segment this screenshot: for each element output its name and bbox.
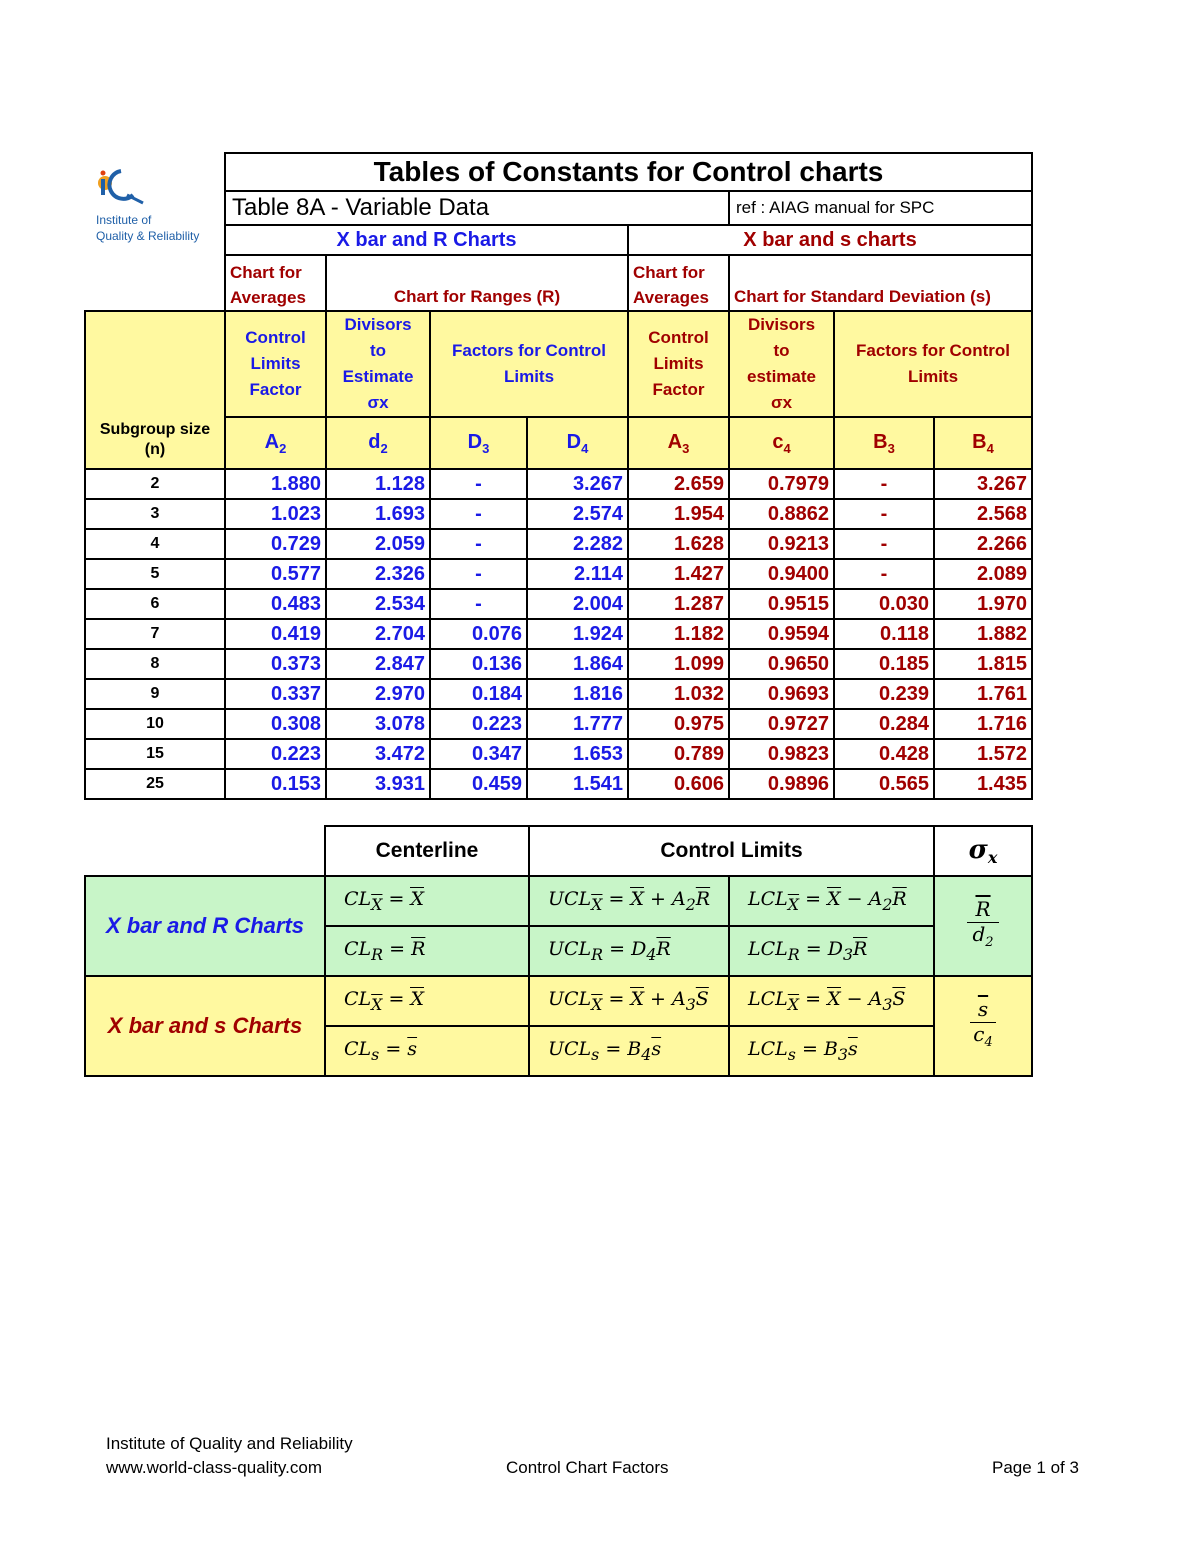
constants-table [84, 152, 1033, 800]
constant-cell: 0.9213 [729, 529, 834, 559]
subgroup-label-2: (n) [144, 441, 166, 458]
constant-cell: 1.182 [628, 619, 729, 649]
constant-cell: 1.693 [326, 499, 430, 529]
constant-cell: 0.118 [834, 619, 934, 649]
constant-cell: 2.574 [527, 499, 628, 529]
subgroup-size-cell: 10 [85, 709, 225, 739]
constant-cell: - [430, 469, 527, 499]
constant-cell: 0.136 [430, 649, 527, 679]
subgroup-size-cell: 5 [85, 559, 225, 589]
xs-ucl-s: $UCL_s = B_4\overline{s}$ [529, 1026, 729, 1076]
constant-cell: 0.223 [430, 709, 527, 739]
constant-cell: 1.864 [527, 649, 628, 679]
factors-left: Factors for Control Limits [430, 311, 628, 417]
xr-sigma-num: $\overline{R}$ [967, 898, 998, 923]
constant-cell: 0.9693 [729, 679, 834, 709]
symbol-d3: $D_3$ [430, 417, 527, 469]
constant-cell: 0.8862 [729, 499, 834, 529]
xbar-r-row-label: X bar and R Charts [85, 876, 325, 976]
constant-cell: 1.970 [934, 589, 1032, 619]
constant-cell: - [834, 559, 934, 589]
symbol-b3: $B_3$ [834, 417, 934, 469]
constant-cell: 1.128 [326, 469, 430, 499]
constant-cell: 0.577 [225, 559, 326, 589]
logo-cell [85, 153, 225, 311]
table-subtitle: Table 8A - Variable Data [225, 191, 729, 225]
xr-sigma-den: d [972, 922, 986, 946]
subgroup-size-cell: 15 [85, 739, 225, 769]
xs-sigma-formula: $\overline{s}$ $c_4$ [934, 976, 1032, 1076]
constant-cell: 2.004 [527, 589, 628, 619]
table-row [85, 529, 1032, 559]
constant-cell: - [430, 559, 527, 589]
subgroup-size-cell: 9 [85, 679, 225, 709]
constant-cell: 3.472 [326, 739, 430, 769]
subgroup-label-1: Subgroup size [99, 421, 211, 438]
constant-cell: - [430, 499, 527, 529]
constant-cell: 0.9594 [729, 619, 834, 649]
group-xbar-s: X bar and s charts [628, 225, 1032, 255]
constant-cell: 1.777 [527, 709, 628, 739]
constant-cell: - [430, 529, 527, 559]
footer-doc-name: Control Chart Factors [506, 1458, 669, 1477]
logo-line-1: Institute of [96, 213, 152, 227]
subgroup-size-cell: 3 [85, 499, 225, 529]
constant-cell: - [430, 589, 527, 619]
chart-averages-left-line-1: Chart for [230, 263, 302, 282]
constant-cell: 1.023 [225, 499, 326, 529]
constant-cell: 2.282 [527, 529, 628, 559]
xr-ucl-x: $UCL_{\overline{X}} = \overline{X} + A_2\overline{R}$ [529, 876, 729, 926]
constant-cell: 0.153 [225, 769, 326, 799]
factors-right: Factors for Control Limits [834, 311, 1032, 417]
table-row [85, 589, 1032, 619]
constant-cell: 2.059 [326, 529, 430, 559]
chart-averages-right-line-1: Chart for [633, 263, 705, 282]
table-row [85, 619, 1032, 649]
symbol-a2: $A_2$ [225, 417, 326, 469]
constant-cell: 1.572 [934, 739, 1032, 769]
chart-std-dev: Chart for Standard Deviation (s) [729, 255, 1032, 311]
constant-cell: 0.606 [628, 769, 729, 799]
constant-cell: 0.729 [225, 529, 326, 559]
subgroup-size-cell: 2 [85, 469, 225, 499]
constant-cell: 0.184 [430, 679, 527, 709]
table-row [85, 649, 1032, 679]
constant-cell: 2.089 [934, 559, 1032, 589]
xr-centerline-x: $CL_{\overline{X}} = \overline{X}$ [325, 876, 529, 926]
table-row [85, 499, 1032, 529]
subgroup-size-cell: 7 [85, 619, 225, 649]
table-row [85, 469, 1032, 499]
subgroup-size-cell: 4 [85, 529, 225, 559]
symbol-a3: $A_3$ [628, 417, 729, 469]
constant-cell: 1.761 [934, 679, 1032, 709]
constant-cell: 1.427 [628, 559, 729, 589]
symbol-d2: $d_2$ [326, 417, 430, 469]
constant-cell: 1.435 [934, 769, 1032, 799]
constant-cell: 3.931 [326, 769, 430, 799]
sigma-x-right: σx [770, 393, 793, 412]
constant-cell: 0.284 [834, 709, 934, 739]
constant-cell: 1.816 [527, 679, 628, 709]
subgroup-size-cell: 25 [85, 769, 225, 799]
xs-ucl-x: $UCL_{\overline{X}} = \overline{X} + A_3\overline{S}$ [529, 976, 729, 1026]
constant-cell: 0.9823 [729, 739, 834, 769]
constant-cell: 1.880 [225, 469, 326, 499]
chart-ranges: Chart for Ranges (R) [326, 255, 628, 311]
divisors-left: Divisors to Estimate σx [326, 311, 430, 417]
sigma-header: $\sigma_x$ [934, 826, 1032, 876]
constant-cell: 0.239 [834, 679, 934, 709]
constant-cell: 2.970 [326, 679, 430, 709]
constant-cell: 1.716 [934, 709, 1032, 739]
reference-note: ref : AIAG manual for SPC [729, 191, 1032, 225]
subgroup-size-cell: 8 [85, 649, 225, 679]
table-row [85, 739, 1032, 769]
constant-cell: 2.326 [326, 559, 430, 589]
xs-sigma-den: c [973, 1022, 985, 1046]
constant-cell: 1.032 [628, 679, 729, 709]
constant-cell: 0.308 [225, 709, 326, 739]
xr-sigma-formula: $\overline{R}$ $d_2$ [934, 876, 1032, 976]
sigma-x-left: σx [367, 393, 389, 412]
constant-cell: 0.373 [225, 649, 326, 679]
page-title: Tables of Constants for Control charts [225, 153, 1032, 191]
constant-cell: 0.428 [834, 739, 934, 769]
constant-cell: - [834, 499, 934, 529]
constant-cell: 0.076 [430, 619, 527, 649]
xs-centerline-s: $CL_s = \overline{s}$ [325, 1026, 529, 1076]
constant-cell: 0.459 [430, 769, 527, 799]
chart-averages-right-line-2: Averages [633, 288, 709, 307]
constant-cell: 1.287 [628, 589, 729, 619]
constant-cell: 1.954 [628, 499, 729, 529]
constant-cell: 1.541 [527, 769, 628, 799]
constant-cell: 1.099 [628, 649, 729, 679]
divisors-right: Divisors to estimate σx [729, 311, 834, 417]
constant-cell: 0.337 [225, 679, 326, 709]
xs-sigma-num: $\overline{s}$ [970, 998, 996, 1023]
constant-cell: - [834, 529, 934, 559]
xs-lcl-s: $LCL_s = B_3\overline{s}$ [729, 1026, 934, 1076]
control-limits-factor-right: Control Limits Factor [628, 311, 729, 417]
constant-cell: 3.267 [934, 469, 1032, 499]
constant-cell: 0.9400 [729, 559, 834, 589]
footer-page-number: Page 1 of 3 [992, 1458, 1079, 1477]
symbol-c4: $c_4$ [729, 417, 834, 469]
xr-lcl-r: $LCL_R = D_3\overline{R}$ [729, 926, 934, 976]
footer-url[interactable]: www.world-class-quality.com [106, 1458, 323, 1477]
constant-cell: 1.924 [527, 619, 628, 649]
group-xbar-r: X bar and R Charts [225, 225, 628, 255]
formula-table [84, 825, 1033, 1077]
constant-cell: 2.266 [934, 529, 1032, 559]
constant-cell: 2.568 [934, 499, 1032, 529]
constant-cell: 0.9650 [729, 649, 834, 679]
xr-ucl-r: $UCL_R = D_4\overline{R}$ [529, 926, 729, 976]
logo-line-2: Quality & Reliability [96, 229, 200, 243]
constant-cell: 0.483 [225, 589, 326, 619]
constant-cell: 1.628 [628, 529, 729, 559]
constant-cell: 0.7979 [729, 469, 834, 499]
constant-cell: 1.882 [934, 619, 1032, 649]
constant-cell: 0.223 [225, 739, 326, 769]
constant-cell: 0.347 [430, 739, 527, 769]
constant-cell: 2.704 [326, 619, 430, 649]
constant-cell: 2.534 [326, 589, 430, 619]
table-row [85, 769, 1032, 799]
constant-cell: 1.653 [527, 739, 628, 769]
constant-cell: 2.659 [628, 469, 729, 499]
control-limits-header: Control Limits [529, 826, 934, 876]
symbol-d4: $D_4$ [527, 417, 628, 469]
constant-cell: 0.419 [225, 619, 326, 649]
xs-centerline-x: $CL_{\overline{X}} = \overline{X}$ [325, 976, 529, 1026]
chart-averages-right [628, 255, 729, 311]
constant-cell: 0.9896 [729, 769, 834, 799]
formula-corner [85, 826, 325, 876]
constant-cell: 2.114 [527, 559, 628, 589]
centerline-header: Centerline [325, 826, 529, 876]
constant-cell: 0.565 [834, 769, 934, 799]
subgroup-size-header [85, 311, 225, 469]
chart-averages-left [225, 255, 326, 311]
constant-cell: - [834, 469, 934, 499]
constant-cell: 0.9515 [729, 589, 834, 619]
constant-cell: 3.267 [527, 469, 628, 499]
constant-cell: 3.078 [326, 709, 430, 739]
chart-averages-left-line-2: Averages [230, 288, 306, 307]
table-row [85, 679, 1032, 709]
xs-lcl-x: $LCL_{\overline{X}} = \overline{X} - A_3\overline{S}$ [729, 976, 934, 1026]
table-row [85, 559, 1032, 589]
constant-cell: 0.789 [628, 739, 729, 769]
constant-cell: 0.975 [628, 709, 729, 739]
xr-lcl-x: $LCL_{\overline{X}} = \overline{X} - A_2\overline{R}$ [729, 876, 934, 926]
subgroup-size-cell: 6 [85, 589, 225, 619]
footer-org: Institute of Quality and Reliability [106, 1434, 353, 1453]
table-row [85, 709, 1032, 739]
constant-cell: 0.185 [834, 649, 934, 679]
xr-centerline-r: $CL_R = \overline{R}$ [325, 926, 529, 976]
constants-rows [85, 469, 1032, 799]
xbar-s-row-label: X bar and s Charts [85, 976, 325, 1076]
constant-cell: 1.815 [934, 649, 1032, 679]
symbol-b4: $B_4$ [934, 417, 1032, 469]
constant-cell: 0.9727 [729, 709, 834, 739]
constant-cell: 0.030 [834, 589, 934, 619]
control-limits-factor-left: Control Limits Factor [225, 311, 326, 417]
constant-cell: 2.847 [326, 649, 430, 679]
